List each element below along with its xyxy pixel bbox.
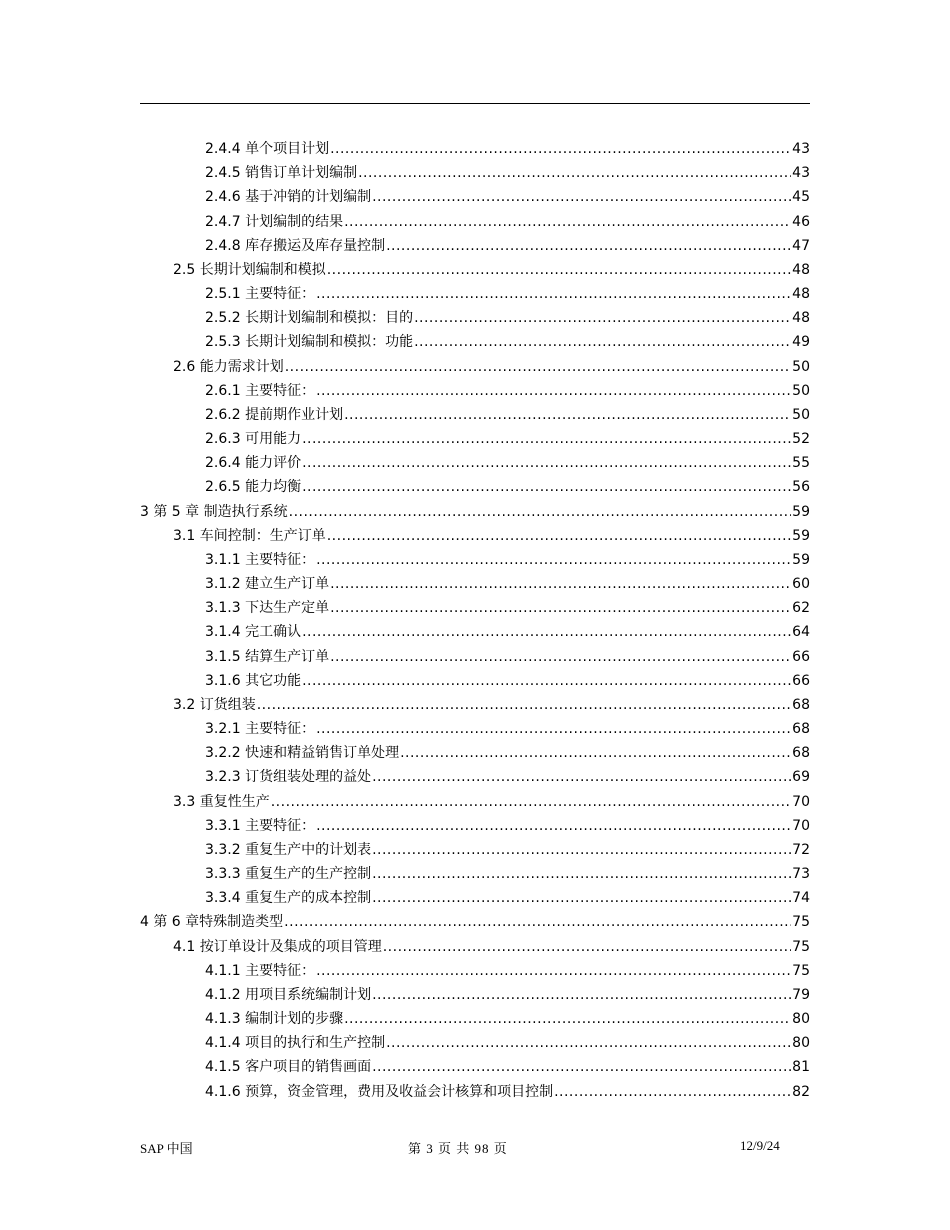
toc-dot-leader — [302, 478, 791, 496]
toc-entry-title: 2.4.4 单个项目计划 — [205, 141, 330, 157]
toc-dot-leader — [330, 648, 791, 666]
toc-dot-leader — [414, 309, 791, 327]
toc-entry-page: 48 — [792, 262, 810, 278]
toc-entry[interactable] — [173, 932, 810, 956]
toc-entry-title: 2.5.1 主要特征： — [205, 286, 316, 302]
toc-entry[interactable] — [205, 569, 810, 593]
toc-entry-page: 43 — [792, 165, 810, 181]
toc-entry-title: 4.1 按订单设计及集成的项目管理 — [173, 939, 382, 955]
toc-entry-page: 66 — [792, 649, 810, 665]
toc-entry[interactable] — [205, 859, 810, 883]
toc-dot-leader — [372, 986, 791, 1004]
toc-entry-title: 3.1.6 其它功能 — [205, 673, 302, 689]
toc-entry-title: 3.1.2 建立生产订单 — [205, 576, 330, 592]
toc-entry[interactable] — [205, 134, 810, 158]
toc-entry-page: 43 — [792, 141, 810, 157]
toc-entry[interactable] — [205, 666, 810, 690]
toc-entry-page: 68 — [792, 745, 810, 761]
toc-entry[interactable] — [205, 714, 810, 738]
toc-entry-title: 4.1.3 编制计划的步骤 — [205, 1011, 344, 1027]
footer-company: SAP 中国 — [140, 1141, 193, 1156]
toc-entry-page: 48 — [792, 286, 810, 302]
toc-entry[interactable] — [205, 231, 810, 255]
toc-entry-title: 3.3 重复性生产 — [173, 794, 270, 810]
toc-entry-title: 3.3.1 主要特征： — [205, 818, 316, 834]
toc-entry[interactable] — [205, 738, 810, 762]
toc-entry[interactable] — [173, 352, 810, 376]
toc-dot-leader — [372, 865, 791, 883]
toc-entry[interactable] — [205, 327, 810, 351]
toc-dot-leader — [316, 551, 791, 569]
toc-entry-page: 52 — [792, 431, 810, 447]
toc-entry-page: 72 — [792, 842, 810, 858]
toc-dot-leader — [302, 623, 791, 641]
toc-dot-leader — [271, 793, 791, 811]
toc-entry[interactable] — [140, 907, 810, 931]
toc-dot-leader — [372, 841, 791, 859]
toc-entry-title: 3.3.4 重复生产的成本控制 — [205, 890, 372, 906]
toc-entry-title: 3.1 车间控制：生产订单 — [173, 528, 326, 544]
toc-dot-leader — [372, 188, 791, 206]
toc-dot-leader — [316, 817, 791, 835]
toc-entry-page: 50 — [792, 359, 810, 375]
toc-entry[interactable] — [173, 255, 810, 279]
toc-entry-title: 4.1.1 主要特征： — [205, 963, 316, 979]
toc-entry-page: 56 — [792, 479, 810, 495]
toc-entry-title: 2.4.6 基于冲销的计划编制 — [205, 189, 372, 205]
toc-entry-title: 2.4.8 库存搬运及库存量控制 — [205, 238, 386, 254]
toc-entry-page: 50 — [792, 407, 810, 423]
toc-entry-title: 4.1.2 用项目系统编制计划 — [205, 987, 372, 1003]
toc-entry-title: 3.1.4 完工确认 — [205, 624, 302, 640]
toc-dot-leader — [400, 744, 791, 762]
toc-entry-title: 2.6.1 主要特征： — [205, 383, 316, 399]
toc-entry-page: 66 — [792, 673, 810, 689]
toc-entry-title: 4 第 6 章特殊制造类型 — [140, 914, 284, 930]
toc-entry[interactable] — [205, 448, 810, 472]
toc-entry[interactable] — [205, 617, 810, 641]
toc-entry-page: 59 — [792, 552, 810, 568]
toc-entry[interactable] — [205, 593, 810, 617]
toc-entry[interactable] — [205, 956, 810, 980]
toc-entry-page: 82 — [792, 1084, 810, 1100]
toc-entry[interactable] — [205, 545, 810, 569]
toc-dot-leader — [316, 720, 791, 738]
toc-dot-leader — [344, 213, 791, 231]
toc-entry-page: 68 — [792, 697, 810, 713]
toc-entry-page: 47 — [792, 238, 810, 254]
toc-entry-page: 80 — [792, 1011, 810, 1027]
toc-entry-page: 70 — [792, 818, 810, 834]
toc-entry[interactable] — [205, 883, 810, 907]
toc-entry[interactable] — [205, 376, 810, 400]
toc-entry-page: 48 — [792, 310, 810, 326]
toc-dot-leader — [554, 1083, 791, 1101]
toc-entry-title: 3.2.2 快速和精益销售订单处理 — [205, 745, 400, 761]
toc-dot-leader — [383, 938, 791, 956]
toc-entry-title: 4.1.5 客户项目的销售画面 — [205, 1059, 372, 1075]
toc-entry-page: 45 — [792, 189, 810, 205]
toc-dot-leader — [327, 527, 791, 545]
toc-entry[interactable] — [205, 472, 810, 496]
toc-entry-page: 46 — [792, 214, 810, 230]
toc-dot-leader — [302, 672, 791, 690]
header-rule — [140, 103, 810, 104]
toc-dot-leader — [372, 1058, 791, 1076]
toc-entry-page: 49 — [792, 334, 810, 350]
toc-entry-page: 70 — [792, 794, 810, 810]
toc-entry-title: 3.1.3 下达生产定单 — [205, 600, 330, 616]
toc-entry-title: 4.1.4 项目的执行和生产控制 — [205, 1035, 386, 1051]
toc-entry-title: 2.6.3 可用能力 — [205, 431, 302, 447]
toc-dot-leader — [330, 599, 791, 617]
toc-entry-title: 3.3.3 重复生产的生产控制 — [205, 866, 372, 882]
toc-entry-title: 2.5.2 长期计划编制和模拟：目的 — [205, 310, 414, 326]
toc-entry-page: 80 — [792, 1035, 810, 1051]
toc-entry-page: 62 — [792, 600, 810, 616]
toc-entry[interactable] — [205, 835, 810, 859]
toc-dot-leader — [330, 140, 791, 158]
toc-entry-title: 2.6.4 能力评价 — [205, 455, 302, 471]
toc-entry[interactable] — [205, 1077, 810, 1101]
toc-entry-page: 60 — [792, 576, 810, 592]
toc-entry-page: 74 — [792, 890, 810, 906]
toc-entry[interactable] — [173, 521, 810, 545]
toc-entry[interactable] — [205, 182, 810, 206]
toc-dot-leader — [330, 575, 791, 593]
toc-entry-page: 59 — [792, 504, 810, 520]
footer-date: 12/9/24 — [740, 1138, 780, 1153]
toc-entry[interactable] — [205, 1052, 810, 1076]
toc-entry-page: 64 — [792, 624, 810, 640]
toc-entry-title: 3 第 5 章 制造执行系统 — [140, 504, 288, 520]
toc-entry-page: 68 — [792, 721, 810, 737]
toc-entry-page: 75 — [792, 914, 810, 930]
toc-entry-page: 75 — [792, 939, 810, 955]
toc-entry[interactable] — [205, 424, 810, 448]
toc-entry[interactable] — [140, 497, 810, 521]
toc-entry-page: 50 — [792, 383, 810, 399]
toc-entry-title: 3.2.3 订货组装处理的益处 — [205, 769, 372, 785]
toc-entry[interactable] — [205, 642, 810, 666]
toc-dot-leader — [372, 768, 791, 786]
toc-entry-page: 79 — [792, 987, 810, 1003]
toc-entry-page: 81 — [792, 1059, 810, 1075]
toc-dot-leader — [316, 382, 791, 400]
toc-entry-title: 2.4.5 销售订单计划编制 — [205, 165, 358, 181]
toc-dot-leader — [358, 164, 791, 182]
toc-entry[interactable] — [173, 690, 810, 714]
toc-entry[interactable] — [205, 158, 810, 182]
toc-entry-title: 2.6 能力需求计划 — [173, 359, 284, 375]
toc-entry-page: 55 — [792, 455, 810, 471]
toc-entry-page: 73 — [792, 866, 810, 882]
toc-entry[interactable] — [205, 303, 810, 327]
toc-dot-leader — [302, 430, 791, 448]
toc-entry-title: 2.6.5 能力均衡 — [205, 479, 302, 495]
footer-page-number: 第 3 页 共 98 页 — [408, 1141, 508, 1156]
toc-dot-leader — [316, 962, 791, 980]
toc-dot-leader — [386, 237, 791, 255]
toc-dot-leader — [302, 454, 791, 472]
toc-entry-title: 2.5 长期计划编制和模拟 — [173, 262, 326, 278]
toc-entry[interactable] — [205, 1004, 810, 1028]
toc-entry-title: 3.2 订货组装 — [173, 697, 256, 713]
toc-entry[interactable] — [205, 811, 810, 835]
toc-dot-leader — [257, 696, 791, 714]
toc-entry[interactable] — [205, 1028, 810, 1052]
toc-entry-title: 3.1.1 主要特征： — [205, 552, 316, 568]
toc-dot-leader — [284, 913, 791, 931]
toc-entry-title: 3.1.5 结算生产订单 — [205, 649, 330, 665]
toc-entry-page: 75 — [792, 963, 810, 979]
toc-entry-page: 59 — [792, 528, 810, 544]
toc-dot-leader — [285, 358, 791, 376]
toc-entry-title: 2.6.2 提前期作业计划 — [205, 407, 344, 423]
toc-entry[interactable] — [173, 787, 810, 811]
toc-entry[interactable] — [205, 400, 810, 424]
toc-dot-leader — [316, 285, 791, 303]
toc-entry-title: 3.2.1 主要特征： — [205, 721, 316, 737]
toc-entry[interactable] — [205, 207, 810, 231]
toc-entry-title: 2.4.7 计划编制的结果 — [205, 214, 344, 230]
toc-entry-title: 2.5.3 长期计划编制和模拟：功能 — [205, 334, 414, 350]
toc-entry-page: 69 — [792, 769, 810, 785]
toc-entry-title: 3.3.2 重复生产中的计划表 — [205, 842, 372, 858]
toc-entry-title: 4.1.6 预算，资金管理，费用及收益会计核算和项目控制 — [205, 1084, 554, 1100]
toc-entry[interactable] — [205, 980, 810, 1004]
toc-dot-leader — [372, 889, 791, 907]
toc-dot-leader — [386, 1034, 791, 1052]
toc-dot-leader — [327, 261, 791, 279]
toc-dot-leader — [289, 503, 792, 521]
toc-entry[interactable] — [205, 762, 810, 786]
toc-dot-leader — [344, 1010, 791, 1028]
toc-dot-leader — [344, 406, 791, 424]
toc-entry[interactable] — [205, 279, 810, 303]
toc-dot-leader — [414, 333, 791, 351]
